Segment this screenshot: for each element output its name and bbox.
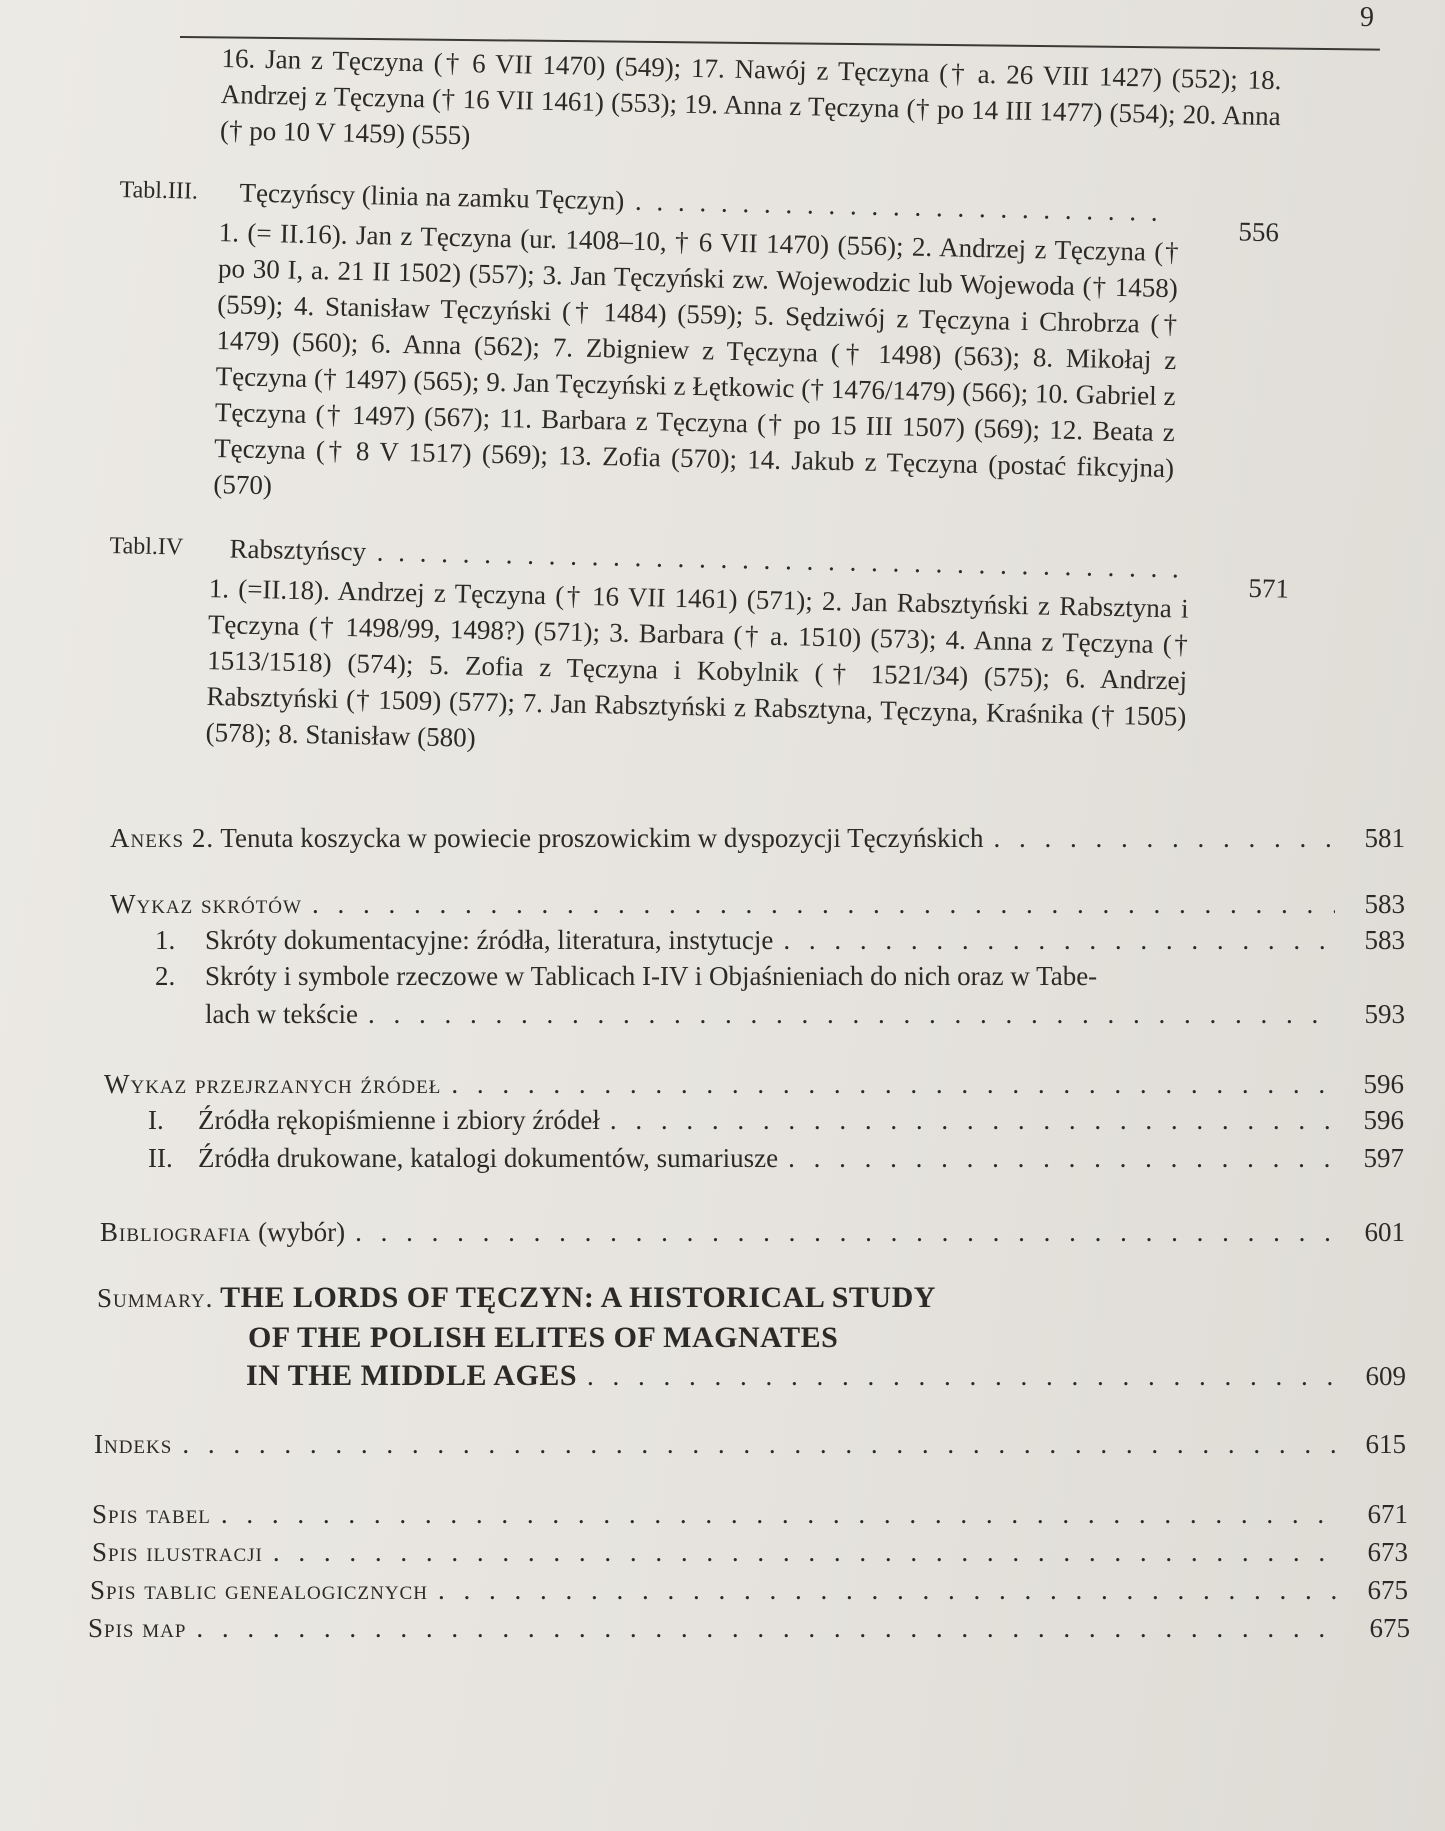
- spis-tabel-page: 671: [1367, 1499, 1408, 1529]
- tabl4-page: 571: [1248, 572, 1290, 604]
- dot-leader: [368, 996, 1335, 1032]
- tabl4-entries: 1. (=II.18). Andrzej z Tęczyna († 16 VII 1461) (571); 2. Jan Rabsztyński z Rabsztyna i Tęczyna († 1498/99, 1498?) (571); 3. Barbara († a. 1510) (573); 4. Anna z Tęczyna († 1513/1518) (574); 5. Zofia z Tęczyna i Kobylnik († 1521/34) (575); 6. Andrzej Rabsztyński († 1509) (577); 7. Jan Rabsztyński z Rabsztyna, Tęczyna, Kraśnika († 1505) (578); 8. Stanisław (580): [205, 573, 1189, 753]
- dot-leader: [355, 1214, 1335, 1250]
- tabl4-label: Tabl.IV: [109, 532, 184, 561]
- skroty-2-num: 2.: [155, 961, 176, 991]
- tabl3-title: Tęczyńscy (linia na zamku Tęczyn) . . .: [239, 175, 1170, 230]
- skroty-1-text: Skróty dokumentacyjne: źródła, literatura, instytucje: [205, 925, 774, 955]
- toc-entry-spis-map: [88, 1610, 1410, 1646]
- toc-entry-indeks: [94, 1426, 1406, 1462]
- tabl4-title: Rabsztyńscy . . .: [229, 531, 1180, 587]
- wykaz-zrodel-head: Wykaz przejrzanych źródeł: [104, 1069, 442, 1099]
- dot-leader: [182, 1426, 1336, 1462]
- skroty-1-num: 1.: [155, 925, 176, 955]
- tabl3-entries: 1. (= II.16). Jan z Tęczyna (ur. 1408–10, † 6 VII 1470) (556); 2. Andrzej z Tęczyna († po 30 I, a. 21 II 1502) (557); 3. Jan Tęczyński zw. Wojewodzic lub Wojewoda († 1458) (559); 4. Stanisław Tęczyński († 1484) (559); 5. Sędziwój z Tęczyna i Chrobrza († 1479) (560); 6. Anna (562); 7. Zbigniew z Tęczyna († 1498) (563); 8. Mikołaj z Tęczyna († 1497) (565); 9. Jan Tęczyński z Łętkowic († 1476/1479) (566); 10. Gabriel z Tęczyna († 1497) (567); 11. Barbara z Tęczyna († po 15 III 1507) (569); 12. Beata z Tęczyna († 8 V 1517) (569); 13. Zofia (570); 14. Jakub z Tęczyna (postać fikcyjna) (570): [213, 217, 1179, 501]
- summary-title-1: THE LORDS OF TĘCZYN: A HISTORICAL STUDY: [220, 1281, 936, 1314]
- toc-entry-spis-ilustracji: [92, 1534, 1408, 1570]
- aneks-head: Aneks 2.: [110, 823, 215, 853]
- toc-entry-zrodla-1: [148, 1102, 1404, 1138]
- zrodla-2-text: Źródła drukowane, katalogi dokumentów, sumariusze: [198, 1143, 779, 1173]
- spis-tablic-page: 675: [1367, 1575, 1408, 1605]
- dot-leader: [273, 1534, 1338, 1570]
- bibliografia-head: Bibliografia: [100, 1217, 252, 1247]
- indeks-head: Indeks: [94, 1429, 173, 1459]
- dot-leader: [587, 1358, 1336, 1394]
- dot-leader: [196, 1610, 1340, 1646]
- summary-page: 609: [1365, 1361, 1406, 1391]
- toc-entry-wykaz-skrotow: [110, 886, 1405, 922]
- aneks-page: 581: [1364, 823, 1405, 853]
- skroty-2-text-1: Skróty i symbole rzeczowe w Tablicach I-IV i Objaśnieniach do nich oraz w Tabe-: [205, 961, 1098, 991]
- spis-tablic-head: Spis tablic genealogicznych: [90, 1575, 428, 1605]
- indeks-page: 615: [1365, 1429, 1406, 1459]
- toc-entry-zrodla-2: [148, 1140, 1404, 1176]
- zrodla-1-num: I.: [148, 1105, 164, 1135]
- toc-entry-skroty-2-line1: [155, 958, 1405, 994]
- spis-map-head: Spis map: [88, 1613, 187, 1643]
- summary-title-3: IN THE MIDDLE AGES: [246, 1359, 578, 1392]
- page-number: 9: [1360, 2, 1374, 33]
- toc-entry-summary-line3: [246, 1358, 1406, 1394]
- toc-entry-spis-tabel: [92, 1496, 1408, 1532]
- zrodla-2-page: 597: [1363, 1143, 1404, 1173]
- dot-leader: [783, 922, 1335, 958]
- summary-head: Summary.: [97, 1283, 214, 1313]
- tabl3-page: 556: [1238, 216, 1280, 248]
- spis-tabel-head: Spis tabel: [92, 1499, 211, 1529]
- toc-entry-summary-line2: [248, 1320, 1405, 1356]
- tabl2-continuation: [220, 40, 1282, 170]
- tabl3-section: [113, 172, 1280, 524]
- bibliografia-note: (wybór): [258, 1217, 346, 1247]
- spis-map-page: 675: [1369, 1613, 1410, 1643]
- wykaz-skrotow-head: Wykaz skrótów: [110, 889, 302, 919]
- skroty-2-page: 593: [1364, 999, 1405, 1029]
- dot-leader: [221, 1496, 1338, 1532]
- skroty-2-text-2: lach w tekście: [205, 999, 358, 1029]
- toc-entry-summary-line1: [97, 1280, 1405, 1316]
- zrodla-2-num: II.: [148, 1143, 173, 1173]
- spis-ilustracji-head: Spis ilustracji: [92, 1537, 263, 1567]
- zrodla-1-text: Źródła rękopiśmienne i zbiory źródeł: [198, 1105, 600, 1135]
- dot-leader: [994, 820, 1335, 856]
- summary-title-2: OF THE POLISH ELITES OF MAGNATES: [248, 1321, 839, 1354]
- toc-entry-wykaz-zrodel: [104, 1066, 1404, 1102]
- wykaz-zrodel-page: 596: [1363, 1069, 1404, 1099]
- spis-ilustracji-page: 673: [1367, 1537, 1408, 1567]
- dot-leader: [312, 886, 1335, 922]
- toc-entry-skroty-1: [155, 922, 1405, 958]
- wykaz-skrotow-page: 583: [1364, 889, 1405, 919]
- toc-entry-spis-tablic: [90, 1572, 1408, 1608]
- tabl3-label: Tabl.III.: [119, 176, 199, 205]
- dot-leader: [788, 1140, 1334, 1176]
- zrodla-1-page: 596: [1363, 1105, 1404, 1135]
- toc-entry-aneks: [110, 820, 1405, 856]
- dot-leader: [451, 1066, 1334, 1102]
- toc-entry-bibliografia: [100, 1214, 1405, 1250]
- tabl2-entries: 16. Jan z Tęczyna († 6 VII 1470) (549); 17. Nawój z Tęczyna († a. 26 VIII 1427) (552); 18. Andrzej z Tęczyna († 16 VII 1461) (553); 19. Anna z Tęczyna († po 14 III 1477) (554); 20. Anna († po 10 V 1459) (555): [219, 42, 1282, 151]
- aneks-title: Tenuta koszycka w powiecie proszowickim w dyspozycji Tęczyńskich: [220, 823, 984, 853]
- skroty-1-page: 583: [1364, 925, 1405, 955]
- dot-leader: [438, 1572, 1338, 1608]
- dot-leader: [610, 1102, 1334, 1138]
- toc-entry-skroty-2-line2: [205, 996, 1405, 1032]
- bibliografia-page: 601: [1364, 1217, 1405, 1247]
- tabl4-section: [105, 528, 1289, 773]
